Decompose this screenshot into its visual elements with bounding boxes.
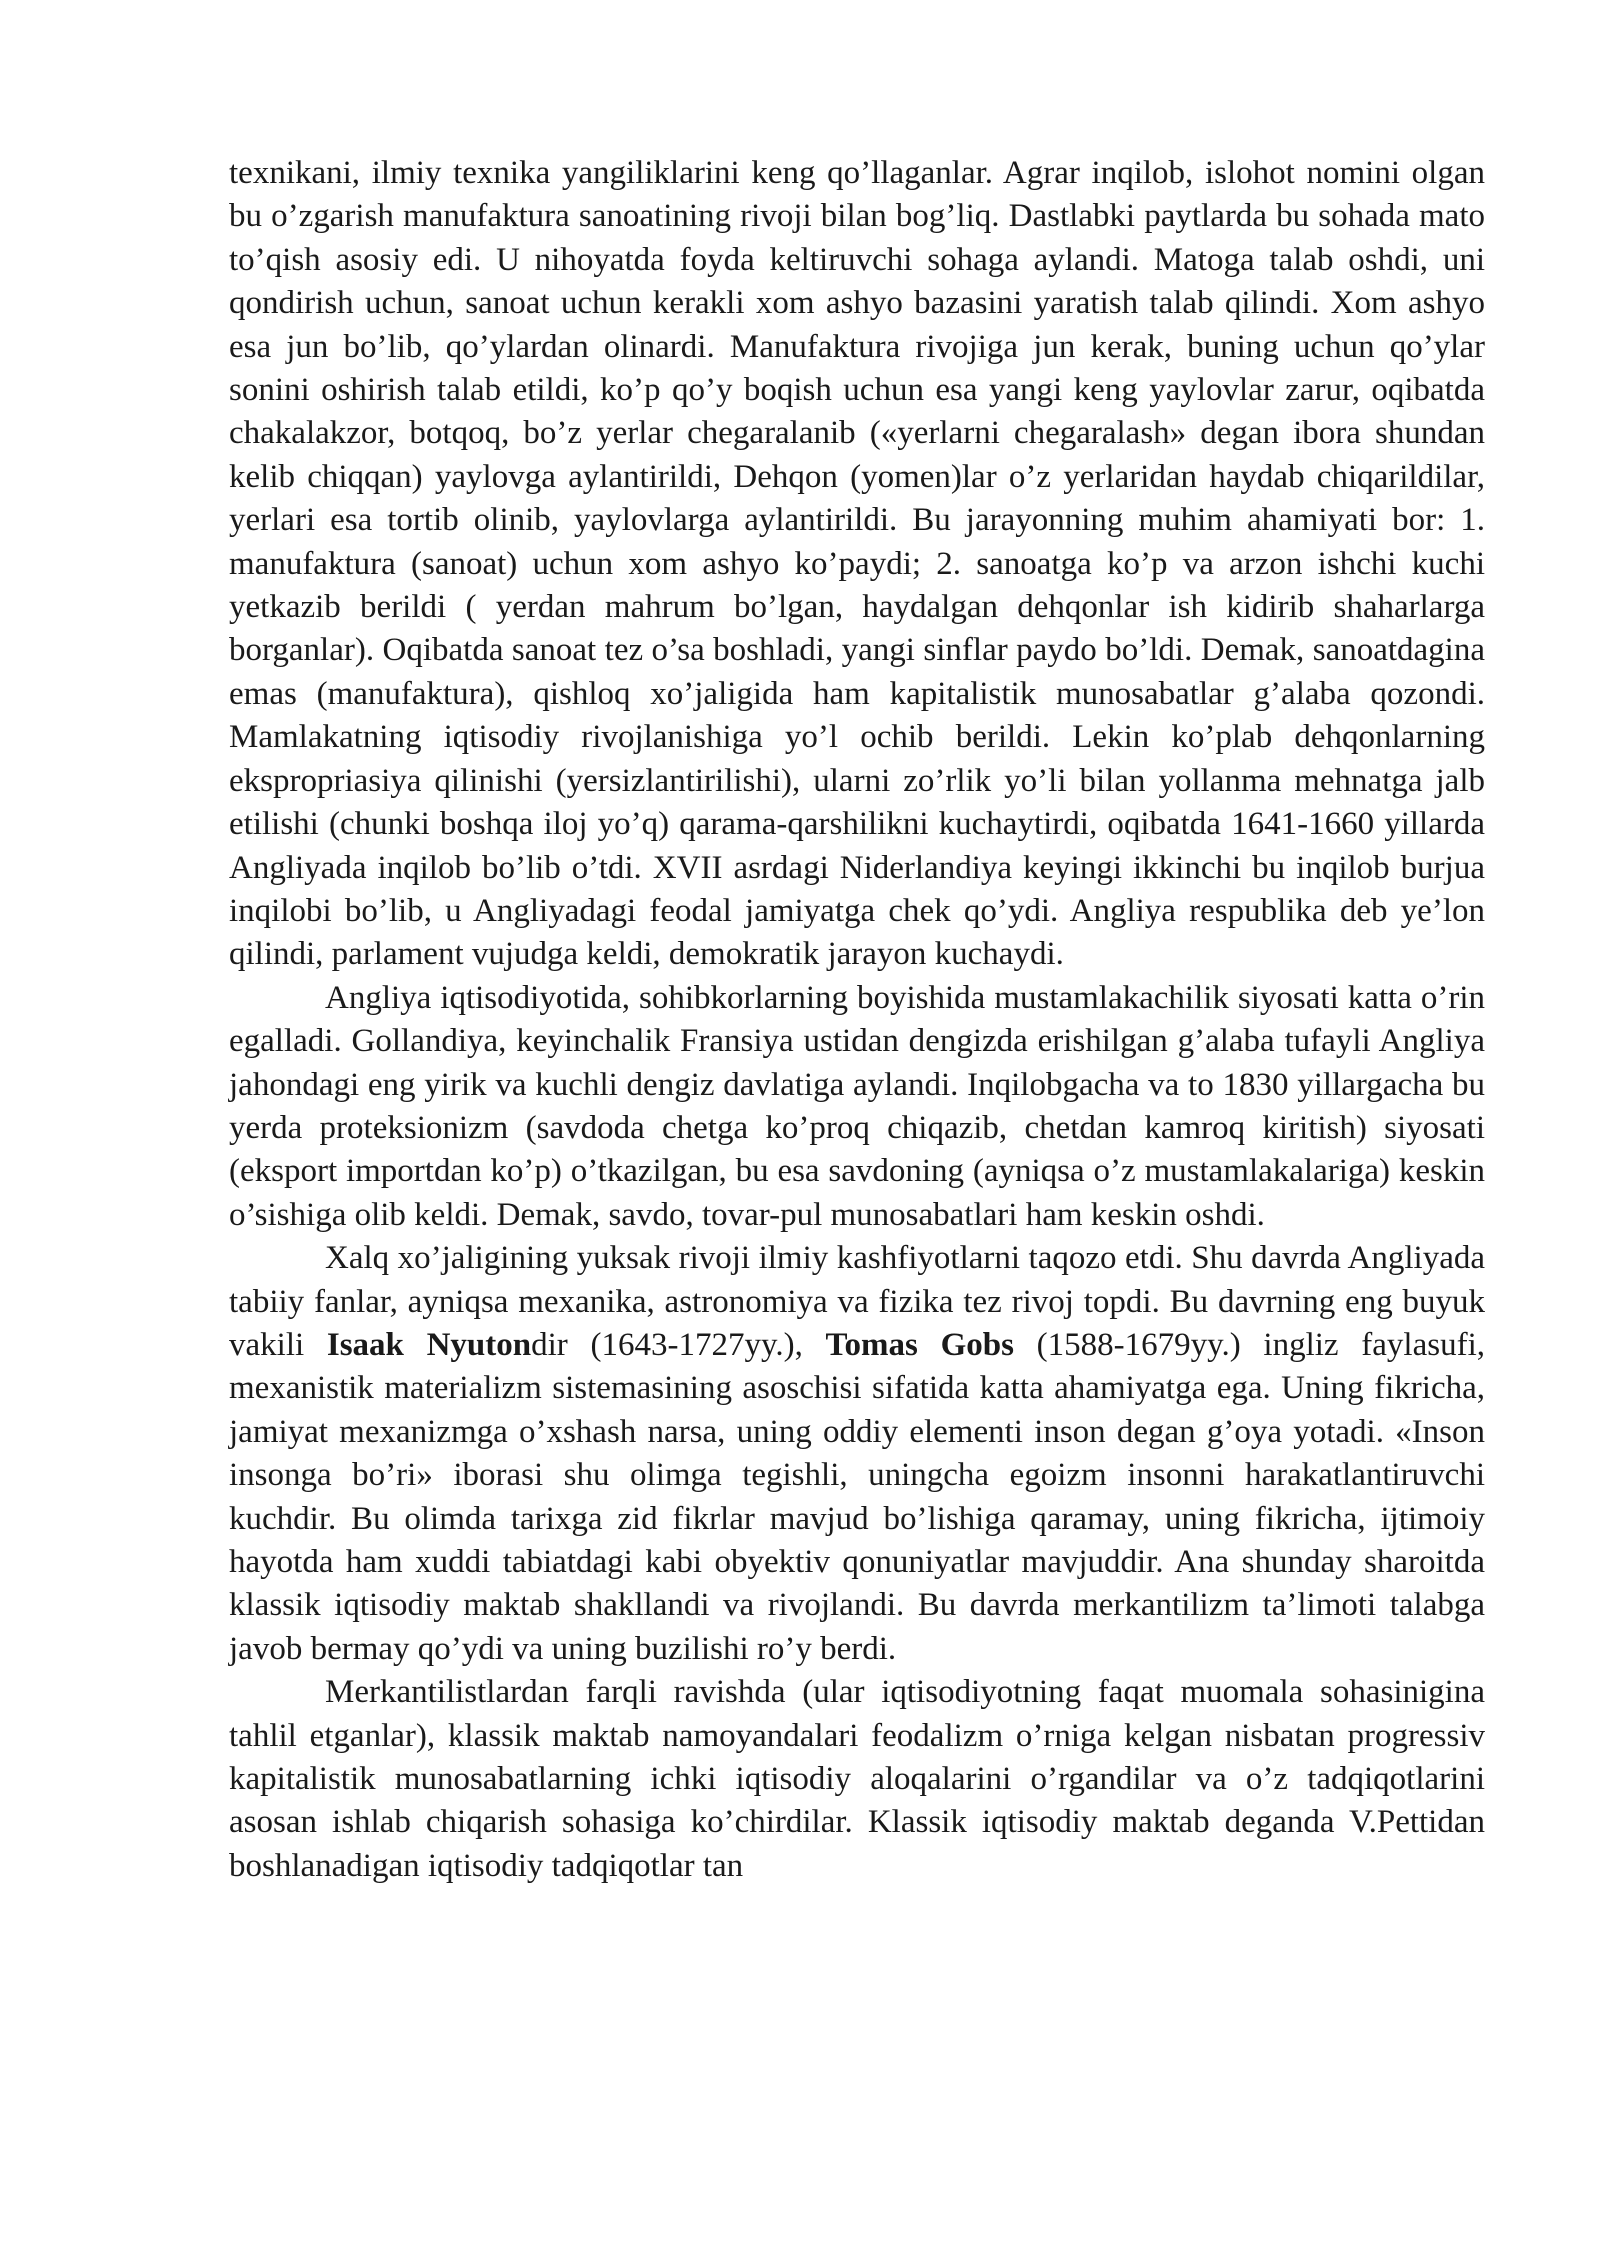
paragraph-agrarian-revolution: texnikani, ilmiy texnika yangiliklarini keng qo’llaganlar. Agrar inqilob, islohot nomini olgan bu o’zgarish manufaktura sanoatining rivoji bilan bog’liq. Dastlabki paytlarda bu sohada mato to’qish asosiy edi. U nihoyatda foyda keltiruvchi sohaga aylandi. Matoga talab oshdi, uni qondirish uchun, sanoat uchun kerakli xom ashyo bazasini yaratish talab qilindi. Xom ashyo esa jun bo’lib, qo’ylardan olinardi. Manufaktura rivojiga jun kerak, buning uchun qo’ylar sonini oshirish talab etildi, ko’p qo’y boqish uchun esa yangi keng yaylovlar zarur, oqibatda chakalakzor, botqoq, bo’z yerlar chegaralanib («yerlarni chegaralash» degan ibora shundan kelib chiqqan) yaylovga aylantirildi, Dehqon (yomen)lar o’z yerlaridan haydab chiqarildilar, yerlari esa tortib olinib, yaylovlarga aylantirildi. Bu jarayonning muhim ahamiyati bor: 1. manufaktura (sanoat) uchun xom ashyo ko’paydi; 2. sanoatga ko’p va arzon ishchi kuchi yetkazib berildi ( yerdan mahrum bo’lgan, haydalgan dehqonlar ish kidirib shaharlarga borganlar). Oqibatda sanoat tez o’sa boshladi, yangi sinflar paydo bo’ldi. Demak, sanoatdagina emas (manufaktura), qishloq xo’jaligida ham kapitalistik munosabatlar g’alaba qozondi. Mamlakatning iqtisodiy rivojlanishiga yo’l ochib berildi. Lekin ko’plab dehqonlarning ekspropriasiya qilinishi (yersizlantirilishi), ularni zo’rlik yo’li bilan yollanma mehnatga jalb etilishi (chunki boshqa iloj yo’q) qarama-qarshilikni kuchaytirdi, oqibatda 1641-1660 yillarda Angliyada inqilob bo’lib o’tdi. XVII asrdagi Niderlandiya keyingi ikkinchi bu inqilob burjua inqilobi bo’lib, u Angliyadagi feodal jamiyatga chek qo’ydi. Angliya respublika deb ye’lon qilindi, parlament vujudga keldi, demokratik jarayon kuchaydi. (229, 155, 1485, 973)
paragraph-colonial-policy: Angliya iqtisodiyotida, sohibkorlarning boyishida mustamlakachilik siyosati katta o’rin egalladi. Gollandiya, keyinchalik Fransiya ustidan dengizda erishilgan g’alaba tufayli Angliya jahondagi eng yirik va kuchli dengiz davlatiga aylandi. Inqilobgacha va to 1830 yillargacha bu yerda proteksionizm (savdoda chetga ko’proq chiqazib, chetdan kamroq kiritish) siyosati (eksport importdan ko’p) o’tkazilgan, bu esa savdoning (ayniqsa o’z mustamlakalariga) keskin o’sishiga olib keldi. Demak, savdo, tovar-pul munosabatlari ham keskin oshdi. (229, 979, 1485, 1233)
document-page (229, 152, 1485, 1888)
paragraph-text-segment: Xalq xo’jaligining yuksak rivoji ilmiy kashfiyotlarni taqozo etdi. Shu davrda Angliyada tabiiy fanlar, ayniqsa mexanika, astronomiya va fizika tez rivoj topdi. Bu davrning eng buyuk vakili (229, 1240, 1485, 1363)
name-isaak-nyuton: Isaak Nyuton (326, 1326, 532, 1363)
paragraph-text-segment: dir (1643-1727yy.), (531, 1326, 826, 1363)
name-tomas-gobs: Tomas Gobs (825, 1326, 1014, 1363)
paragraph-text-segment: (1588-1679yy.) ingliz faylasufi, mexanistik materializm sistemasining asoschisi sifatida katta ahamiyatga ega. Uning fikricha, jamiyat mexanizmga o’xshash narsa, uning oddiy elementi inson degan g’oya yotadi. «Inson insonga bo’ri» iborasi shu olimga tegishli, uningcha egoizm insonni harakatlantiruvchi kuchdir. Bu olimda tarixga zid fikrlar mavjud bo’lishiga qaramay, uning fikricha, ijtimoiy hayotda ham xuddi tabiatdagi kabi obyektiv qonuniyatlar mavjuddir. Ana shunday sharoitda klassik iqtisodiy maktab shakllandi va rivojlandi. Bu davrda merkantilizm ta’limoti talabga javob bermay qo’ydi va uning buzilishi ro’y berdi. (229, 1326, 1485, 1667)
paragraph-classical-school: Merkantilistlardan farqli ravishda (ular iqtisodiyotning faqat muomala sohasinigina tahlil etganlar), klassik maktab namoyandalari feodalizm o’rniga kelgan nisbatan progressiv kapitalistik munosabatlarning ichki iqtisodiy aloqalarini o’rgandilar va o’z tadqiqotlarini asosan ishlab chiqarish sohasiga ko’chirdilar. Klassik iqtisodiy maktab deganda V.Pettidan boshlanadigan iqtisodiy tadqiqotlar tan (229, 1674, 1485, 1884)
paragraph-scientific-discoveries (229, 1237, 1485, 1671)
